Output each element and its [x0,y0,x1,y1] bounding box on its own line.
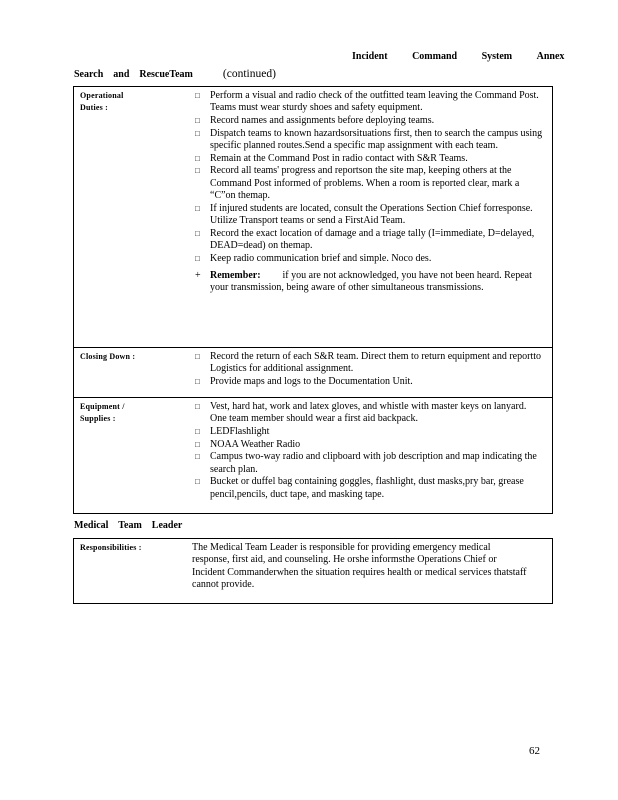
section-title-text: Search and RescueTeam [74,69,193,80]
list-item-text: Perform a visual and radio check of the outfitted team leaving the Command Post. Teams must wear sturdy shoes and safety equipment. [210,90,539,114]
label-line: Supplies : [80,414,116,423]
list-item [195,439,544,451]
remember-note [195,270,544,295]
closing-down-row [74,348,552,398]
list-item [195,253,544,265]
list-item-text: Keep radio communication brief and simple. Noco des. [210,252,432,264]
list-item [195,203,544,228]
list-item-text: NOAA Weather Radio [210,438,301,450]
label-line: Equipment / [80,402,125,411]
label-line: Operational [80,91,124,100]
label-line: Duties : [80,103,109,112]
list-item-text: Bucket or duffel bag containing goggles, flashlight, dust masks,pry bar, grease pencil,pencils, duct tape, and masking tape. [210,476,524,500]
list-item-text: Dispatch teams to known hazardsorsituations first, then to search the campus using specific planned routes.Send a specific map assignment with each team. [210,127,543,151]
responsibilities-text: The Medical Team Leader is responsible for providing emergency medical response, first aid, and counseling. He orshe informsthe Operations Chief or Incident Commanderwhen the situation requires health or medical services thatstaff cannot provide. [192,542,527,590]
list-item-text: Vest, hard hat, work and latex gloves, and whistle with master keys on lanyard. One team member should wear a first aid backpack. [210,401,527,425]
closing-down-label: Closing Down : [80,352,136,361]
remember-text: if you are not acknowledged, you have not been heard. Repeat your transmission, being aware of other simultaneous transmissions. [210,269,532,294]
list-item-text: If injured students are located, consult the Operations Section Chief forresponse. Utilize Transport teams or send a FirstAid Team. [210,202,533,226]
list-item [195,351,544,376]
checkbox-bullet-icon: □ [195,253,200,263]
list-item [195,451,544,476]
medical-team-table [73,538,553,604]
equipment-supplies-row [74,398,552,513]
list-item [195,426,544,438]
checkbox-bullet-icon: □ [195,166,200,176]
operational-duties-label [80,90,180,114]
list-item [195,165,544,202]
page-header [352,51,564,62]
list-item [195,401,544,426]
list-item [195,153,544,165]
list-item-text: Record the return of each S&R team. Direct them to return equipment and reportto Logistics for additional assignment. [210,351,542,375]
checkbox-bullet-icon: □ [195,452,200,462]
list-item-text: Campus two-way radio and clipboard with job description and map indicating the search plan. [210,451,537,475]
checkbox-bullet-icon: □ [195,115,200,125]
plus-bullet-icon: + [195,269,201,281]
responsibilities-label: Responsibilities : [80,543,142,552]
equipment-supplies-label [80,401,180,425]
checkbox-bullet-icon: □ [195,426,200,436]
checkbox-bullet-icon: □ [195,376,200,386]
checkbox-bullet-icon: □ [195,91,200,100]
closing-down-list [195,351,544,389]
operational-duties-row [74,87,552,348]
section-title-search-rescue [74,68,276,80]
list-item [195,476,544,501]
header-word: Incident [352,51,388,62]
checkbox-bullet-icon: □ [195,153,200,163]
list-item [195,228,544,253]
list-item-text: LEDFlashlight [210,425,270,437]
list-item-text: Record all teams' progress and reportson the site map, keeping others at the Command Post informed of problems. When a room is reported clear, mark a “C”on themap. [210,165,520,201]
checkbox-bullet-icon: □ [195,402,200,411]
operational-duties-list [195,90,544,295]
header-word: System [481,51,513,62]
list-item-text: Remain at the Command Post in radio contact with S&R Teams. [210,152,468,164]
list-item-text: Record the exact location of damage and a triage tally (I=immediate, D=delayed, DEAD=dead) on themap. [210,227,535,251]
list-item [195,90,544,115]
checkbox-bullet-icon: □ [195,228,200,238]
list-item [195,128,544,153]
list-item-text: Record names and assignments before deploying teams. [210,114,435,126]
header-word: Annex [536,51,565,62]
search-rescue-table [73,86,553,514]
checkbox-bullet-icon: □ [195,439,200,449]
checkbox-bullet-icon: □ [195,128,200,138]
responsibilities-row [74,539,552,603]
checkbox-bullet-icon: □ [195,203,200,213]
list-item-text: Provide maps and logs to the Documentation Unit. [210,375,413,387]
page-number: 62 [529,745,540,757]
checkbox-bullet-icon: □ [195,352,200,361]
continued-note: (continued) [222,68,276,80]
list-item [195,115,544,127]
equipment-supplies-list [195,401,544,501]
section-title-medical-team-leader: Medical Team Leader [74,520,183,531]
header-word: Command [412,51,458,62]
remember-label: Remember: [210,269,261,281]
list-item [195,376,544,388]
checkbox-bullet-icon: □ [195,477,200,487]
